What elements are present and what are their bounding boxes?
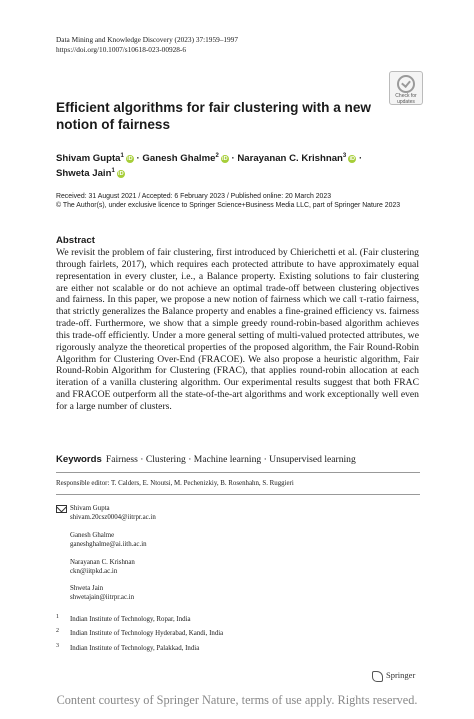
- contact-email[interactable]: shivam.20csz0004@iitrpr.ac.in: [70, 514, 156, 521]
- dates-line: Received: 31 August 2021 / Accepted: 6 February 2023 / Published online: 20 March 2023: [56, 193, 332, 200]
- affiliation: Indian Institute of Technology, Ropar, India: [70, 616, 191, 623]
- divider: [56, 494, 420, 495]
- author-affiliation-mark: 2: [215, 153, 219, 159]
- affiliation-number: 2: [56, 628, 59, 634]
- author-separator: ·: [136, 153, 140, 165]
- publisher-name: Springer: [386, 670, 416, 680]
- divider: [56, 472, 420, 473]
- orcid-icon[interactable]: iD: [118, 170, 124, 177]
- check-for-updates-badge[interactable]: [389, 71, 423, 105]
- orcid-icon[interactable]: iD: [222, 155, 228, 162]
- author-name[interactable]: Narayanan C. Krishnan: [237, 153, 343, 165]
- badge-line2: updates: [397, 99, 415, 105]
- author-affiliation-mark: 1: [120, 153, 124, 159]
- paper-title: Efficient algorithms for fair clustering with a new notion of fairness: [56, 100, 371, 132]
- author-separator: ·: [358, 153, 363, 165]
- affiliation-number: 1: [56, 614, 59, 620]
- author-affiliation-mark: 1: [111, 168, 115, 175]
- keywords: [56, 454, 426, 466]
- badge-line1: Check for: [395, 93, 417, 99]
- journal-issue: Data Mining and Knowledge Discovery (2023) 37:1959–1997: [56, 35, 238, 44]
- courtesy-notice: Content courtesy of Springer Nature, terms of use apply. Rights reserved.: [56, 693, 418, 707]
- contact-block: [70, 504, 156, 522]
- contact-block: [70, 531, 147, 549]
- responsible-editor: Responsible editor: T. Calders, E. Ntoutsi, M. Pechenizkiy, B. Rosenhahn, S. Ruggieri: [56, 480, 294, 487]
- affiliation: Indian Institute of Technology, Palakkad, India: [70, 645, 200, 652]
- publication-history: [56, 192, 436, 210]
- springer-horse-icon: [372, 671, 383, 682]
- contact-name: Shivam Gupta: [70, 505, 110, 512]
- contact-name: Ganesh Ghalme: [70, 532, 115, 539]
- author-affiliation-mark: 3: [342, 153, 347, 159]
- publisher-logo: [372, 670, 415, 682]
- copyright-line: © The Author(s), under exclusive licence to Springer Science+Business Media LLC, part of Springer Nature 2023: [56, 202, 401, 209]
- envelope-icon: [56, 505, 67, 513]
- doi-link[interactable]: https://doi.org/10.1007/s10618-023-00928-6: [56, 45, 186, 54]
- journal-citation: [56, 35, 238, 55]
- author-name[interactable]: Ganesh Ghalme: [142, 153, 216, 165]
- author-list: [56, 150, 426, 180]
- contact-email[interactable]: ganeshghalme@ai.iith.ac.in: [70, 541, 147, 548]
- orcid-icon[interactable]: iD: [127, 155, 133, 162]
- keywords-list: Fairness · Clustering · Machine learning · Unsupervised learning: [105, 454, 356, 465]
- author-separator: ·: [231, 153, 235, 165]
- orcid-icon[interactable]: iD: [349, 155, 356, 162]
- author-name[interactable]: Shivam Gupta: [56, 153, 121, 165]
- affiliation-number: 3: [56, 643, 59, 649]
- contact-name: Narayanan C. Krishnan: [70, 559, 135, 566]
- contact-name: Shweta Jain: [70, 585, 104, 592]
- contact-email[interactable]: ckn@iitpkd.ac.in: [70, 568, 118, 575]
- affiliation: Indian Institute of Technology Hyderabad, Kandi, India: [70, 630, 224, 637]
- contact-block: [70, 558, 135, 576]
- contact-email[interactable]: shwetajain@iitrpr.ac.in: [70, 594, 135, 601]
- abstract-heading: Abstract: [56, 235, 95, 246]
- keywords-label: Keywords: [56, 454, 102, 465]
- check-for-updates-icon: [397, 75, 415, 93]
- contact-block: [70, 584, 134, 602]
- author-name[interactable]: Shweta Jain: [56, 168, 112, 180]
- abstract-body: We revisit the problem of fair clustering, first introduced by Chierichetti et al. (Fair clustering through fairlets, 2017), which requires each protected attribute to have approximately equal representation in every cluster, i.e., a Balance property. Existing solutions to fair clustering are either not scalable or do not achieve an optimal trade-off between clustering objectives and fairness. In this paper, we propose a new notion of fairness which we call τ-ratio fairness, that strictly generalizes the Balance property and enables a fine-grained efficiency vs. fairness trade-off. Furthermore, we show that a simple greedy round-robin-based algorithm achieves this trade-off efficiently. Under a more general setting of multi-valued protected attributes, we rigorously analyze the theoretical properties of the proposed algorithm, the Fair Round-Robin Algorithm for Clustering Over-End (FRACOE). We also propose a heuristic algorithm, Fair Round-Robin Algorithm for Clustering (FRAC), that applies round-robin allocation at each iteration of a vanilla clustering algorithm. Our experimental results suggest that both FRAC and FRACOE outperform all the state-of-the-art algorithms and work exceptionally well even for a large number of clusters.: [56, 247, 419, 412]
